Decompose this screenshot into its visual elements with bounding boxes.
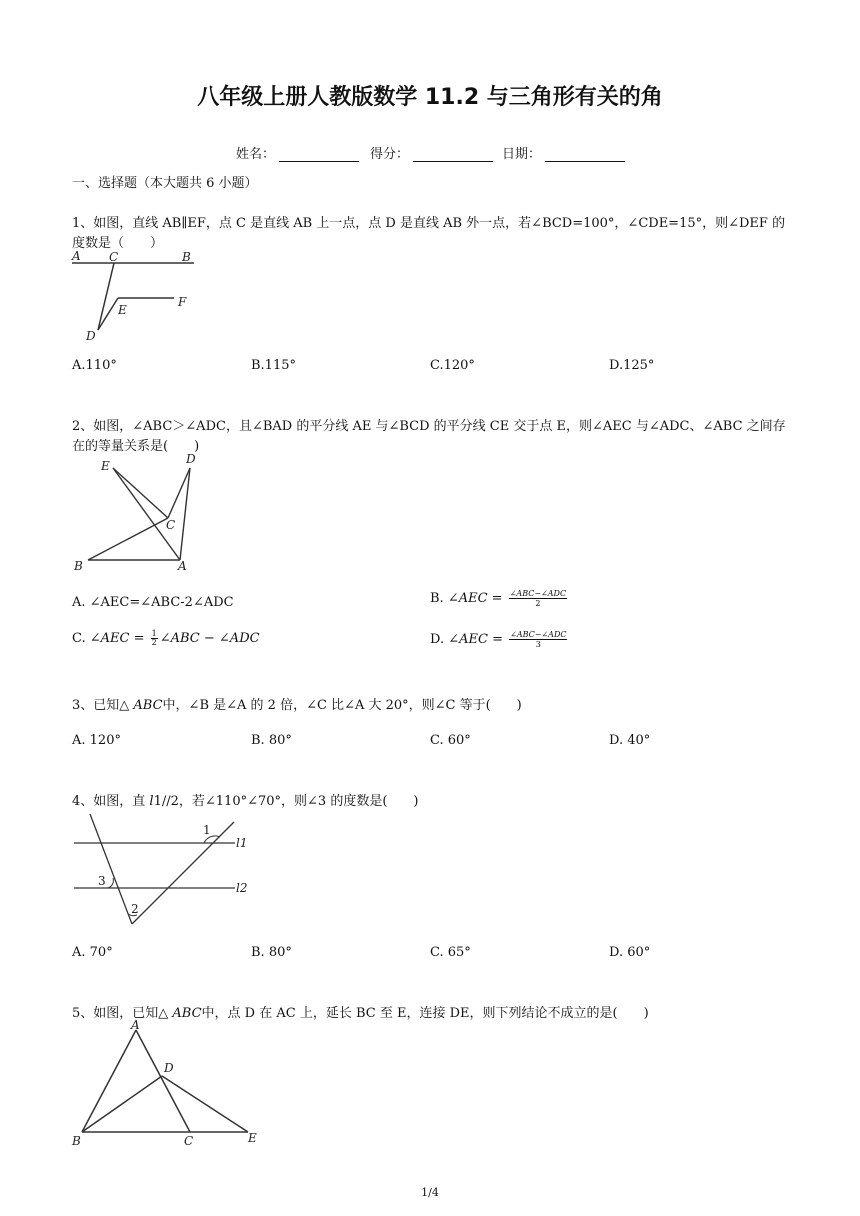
q2-c-lhs: ∠AEC = bbox=[89, 631, 145, 646]
question-5-figure bbox=[68, 1016, 268, 1152]
fig4-label-1: 1 bbox=[203, 823, 211, 837]
q2-d-prefix: D. bbox=[430, 632, 449, 647]
date-blank bbox=[545, 147, 625, 162]
fig4-label-l1: l1 bbox=[236, 836, 248, 850]
q2-c-prefix: C. bbox=[72, 631, 90, 646]
q4-option-d: D. 60° bbox=[609, 945, 651, 960]
q3-option-c: C. 60° bbox=[430, 733, 471, 748]
q4-option-b: B. 80° bbox=[251, 945, 292, 960]
q1-option-a: A.110° bbox=[72, 358, 117, 373]
question-4-figure bbox=[70, 812, 260, 930]
fig1-label-d: D bbox=[86, 329, 96, 343]
fig2-label-d: D bbox=[186, 452, 196, 466]
q4-text-suffix: 1//2，若∠110°∠70°，则∠3 的度数是( ) bbox=[153, 794, 419, 809]
name-blank bbox=[279, 147, 359, 162]
score-label: 得分： bbox=[370, 147, 410, 162]
name-label: 姓名： bbox=[236, 147, 276, 162]
q2-b-fraction bbox=[509, 589, 567, 608]
fig1-label-a: A bbox=[72, 249, 81, 263]
question-1-text: 1、如图，直线 AB∥EF，点 C 是直线 AB 上一点，点 D 是直线 AB 外一点，若∠BCD=100°，∠CDE=15°，则∠DEF 的度数是（ ） bbox=[72, 216, 786, 251]
q4-text-prefix: 4、如图，直 bbox=[72, 794, 150, 809]
q2-b-numerator: ∠ABC−∠ADC bbox=[509, 589, 567, 598]
q2-d-denominator: 3 bbox=[535, 640, 541, 649]
q5-text-suffix: 中，点 D 在 AC 上，延长 BC 至 E，连接 DE，则下列结论不成立的是( ) bbox=[201, 1006, 649, 1021]
q4-text-math: l bbox=[149, 794, 154, 809]
q5-text-math: ABC bbox=[172, 1006, 202, 1021]
section-heading: 一、选择题（本大题共 6 小题） bbox=[72, 176, 258, 191]
q2-c-rest: ∠ABC − ∠ADC bbox=[159, 631, 260, 646]
q3-text-prefix: 3、已知△ bbox=[72, 698, 134, 713]
fig5-label-a: A bbox=[131, 1018, 140, 1032]
date-label: 日期： bbox=[502, 147, 542, 162]
question-2-figure bbox=[70, 452, 210, 574]
q5-text-prefix: 5、如图，已知△ bbox=[72, 1006, 173, 1021]
score-blank bbox=[413, 147, 493, 162]
fig5-label-c: C bbox=[184, 1134, 194, 1148]
fig5-label-d: D bbox=[164, 1061, 174, 1075]
q2-d-numerator: ∠ABC−∠ADC bbox=[510, 630, 567, 639]
q3-option-d: D. 40° bbox=[609, 733, 651, 748]
q1-option-d: D.125° bbox=[609, 358, 655, 373]
page-title: 八年级上册人教版数学 11.2 与三角形有关的角 bbox=[197, 85, 663, 110]
question-3-text bbox=[72, 696, 788, 716]
q2-option-c bbox=[72, 630, 260, 647]
date-field bbox=[502, 143, 625, 162]
fig1-label-f: F bbox=[178, 295, 187, 309]
q1-option-b: B.115° bbox=[251, 358, 296, 373]
q2-c-numerator: 1 bbox=[151, 629, 157, 638]
fig5-label-b: B bbox=[72, 1134, 81, 1148]
fig2-label-b: B bbox=[74, 559, 83, 573]
fig2-label-c: C bbox=[166, 518, 176, 532]
question-1-figure bbox=[70, 248, 200, 344]
q2-option-a: A. ∠AEC=∠ABC-2∠ADC bbox=[72, 595, 234, 610]
fig4-label-l2: l2 bbox=[236, 881, 248, 895]
score-field bbox=[370, 143, 493, 162]
q2-c-denominator: 2 bbox=[151, 638, 157, 647]
fig4-label-2: 2 bbox=[131, 902, 139, 916]
question-2-text: 2、如图，∠ABC＞∠ADC，且∠BAD 的平分线 AE 与∠BCD 的平分线 CE 交于点 E，则∠AEC 与∠ADC、∠ABC 之间存在的等量关系是( ) bbox=[72, 419, 786, 454]
name-field bbox=[236, 143, 359, 162]
q3-option-a: A. 120° bbox=[72, 733, 121, 748]
fig2-label-a: A bbox=[178, 559, 187, 573]
q3-text-suffix: 中，∠B 是∠A 的 2 倍，∠C 比∠A 大 20°，则∠C 等于( ) bbox=[162, 698, 522, 713]
fig5-label-e: E bbox=[248, 1131, 257, 1145]
q2-b-prefix: B. bbox=[430, 591, 448, 606]
fig1-label-c: C bbox=[109, 250, 119, 264]
q2-d-lhs: ∠AEC = bbox=[448, 632, 503, 647]
q2-c-fraction bbox=[151, 630, 158, 647]
q3-option-b: B. 80° bbox=[251, 733, 292, 748]
q2-option-d bbox=[430, 630, 567, 649]
page-number: 1/4 bbox=[421, 1186, 439, 1199]
q2-option-b bbox=[430, 589, 567, 608]
fig2-label-e: E bbox=[101, 459, 110, 473]
q4-option-c: C. 65° bbox=[430, 945, 471, 960]
fig1-label-e: E bbox=[118, 303, 127, 317]
q2-b-denominator: 2 bbox=[535, 599, 541, 608]
fig4-label-3: 3 bbox=[98, 874, 106, 888]
question-4-text bbox=[72, 792, 788, 812]
q1-option-c: C.120° bbox=[430, 358, 475, 373]
q3-text-math: ABC bbox=[133, 698, 163, 713]
q4-option-a: A. 70° bbox=[72, 945, 113, 960]
q2-d-fraction bbox=[509, 630, 567, 649]
fig1-label-b: B bbox=[182, 250, 191, 264]
q2-b-lhs: ∠AEC = bbox=[447, 591, 503, 606]
